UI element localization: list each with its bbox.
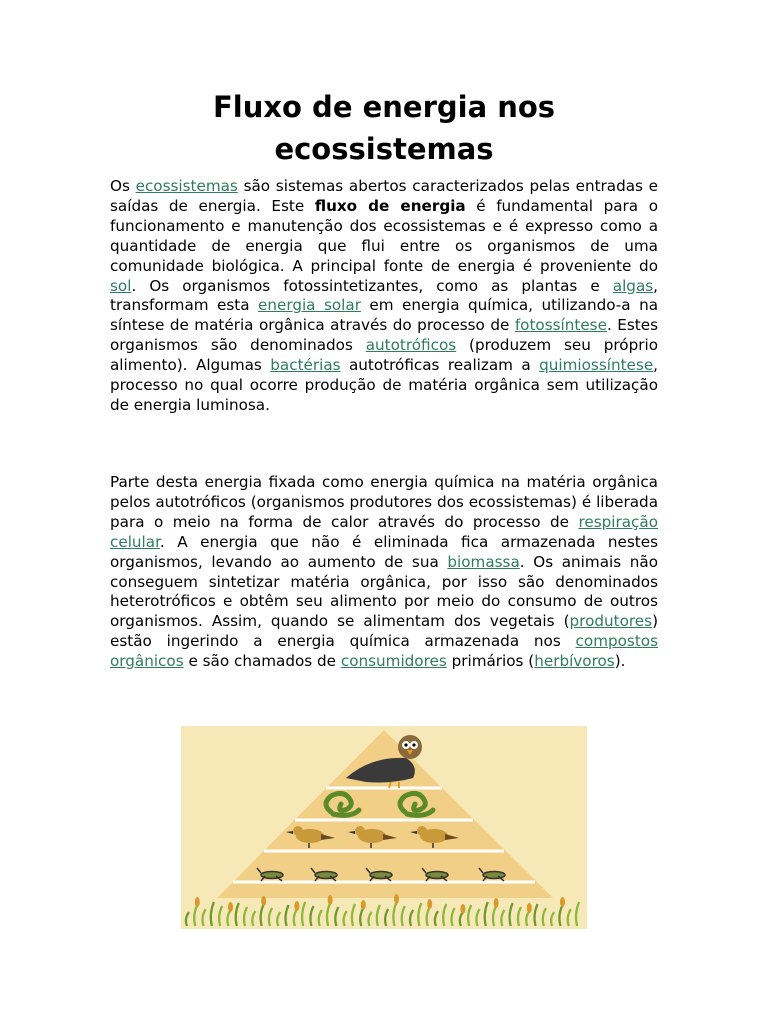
text-run: . Estes organismos são denominados <box>110 316 658 355</box>
paragraph-2 <box>110 473 658 672</box>
link-ecossistemas[interactable]: ecossistemas <box>135 177 238 195</box>
text-run: Parte desta energia fixada como energia química na matéria orgânica pelos autotróficos (organismos produtores dos ecossistemas) é liberada para o meio na forma de calor através do processo de <box>110 473 658 531</box>
bold-term: fluxo de energia <box>314 196 466 215</box>
text-run: e são chamados de <box>183 652 341 671</box>
food-pyramid-illustration <box>181 726 587 929</box>
paragraph-1 <box>110 177 658 416</box>
text-run: , transformam esta <box>110 276 658 315</box>
page-title: Fluxo de energia nos ecossistemas <box>212 90 556 166</box>
link-compostos-orgânicos[interactable]: compostos orgânicos <box>110 632 658 671</box>
text-run: . Os animais não conseguem sintetizar matéria orgânica, por isso são denominados heterotróficos e obtêm seu alimento por meio do consumo de outros organismos. Assim, quando se alimentam dos vegetais ( <box>110 552 658 631</box>
link-consumidores[interactable]: consumidores <box>340 652 447 671</box>
text-run: ) estão ingerindo a energia química armazenada nos <box>110 612 658 651</box>
link-biomassa[interactable]: biomassa <box>447 552 520 571</box>
link-bactérias[interactable]: bactérias <box>270 356 341 375</box>
link-algas[interactable]: algas <box>612 276 654 295</box>
text-run: é fundamental para o funcionamento e manutenção dos ecossistemas e é expresso como a quantidade de energia que flui entre os organismos de uma comunidade biológica. A principal fonte de energia é proveniente do <box>110 196 659 275</box>
text-run: são sistemas abertos caracterizados pelas entradas e saídas de energia. Este <box>110 177 658 215</box>
text-run: primários ( <box>446 652 535 671</box>
link-respiração-celular[interactable]: respiração celular <box>110 512 658 551</box>
text-run: . Os organismos fotossintetizantes, como as plantas e <box>131 276 613 295</box>
link-produtores[interactable]: produtores <box>569 612 653 631</box>
text-run: ). <box>614 652 626 671</box>
link-sol[interactable]: sol <box>110 276 132 295</box>
link-herbívoros[interactable]: herbívoros <box>534 652 615 671</box>
food-pyramid-figure <box>181 726 587 929</box>
link-energia-solar[interactable]: energia solar <box>258 296 361 315</box>
text-run: (produzem seu próprio alimento). Algumas <box>110 336 658 375</box>
text-run: em energia química, utilizando-a na síntese de matéria orgânica através do processo de <box>110 296 659 335</box>
text-run: , processo no qual ocorre produção de matéria orgânica sem utilização de energia luminosa. <box>110 356 658 414</box>
text-run: autotróficas realizam a <box>340 356 540 375</box>
text-run: . A energia que não é eliminada fica armazenada nestes organismos, levando ao aumento de sua <box>110 532 658 571</box>
link-autotróficos[interactable]: autotróficos <box>365 336 457 355</box>
link-quimiossíntese[interactable]: quimiossíntese <box>539 356 654 375</box>
link-fotossíntese[interactable]: fotossíntese <box>514 316 607 335</box>
text-run: Os <box>110 177 136 195</box>
